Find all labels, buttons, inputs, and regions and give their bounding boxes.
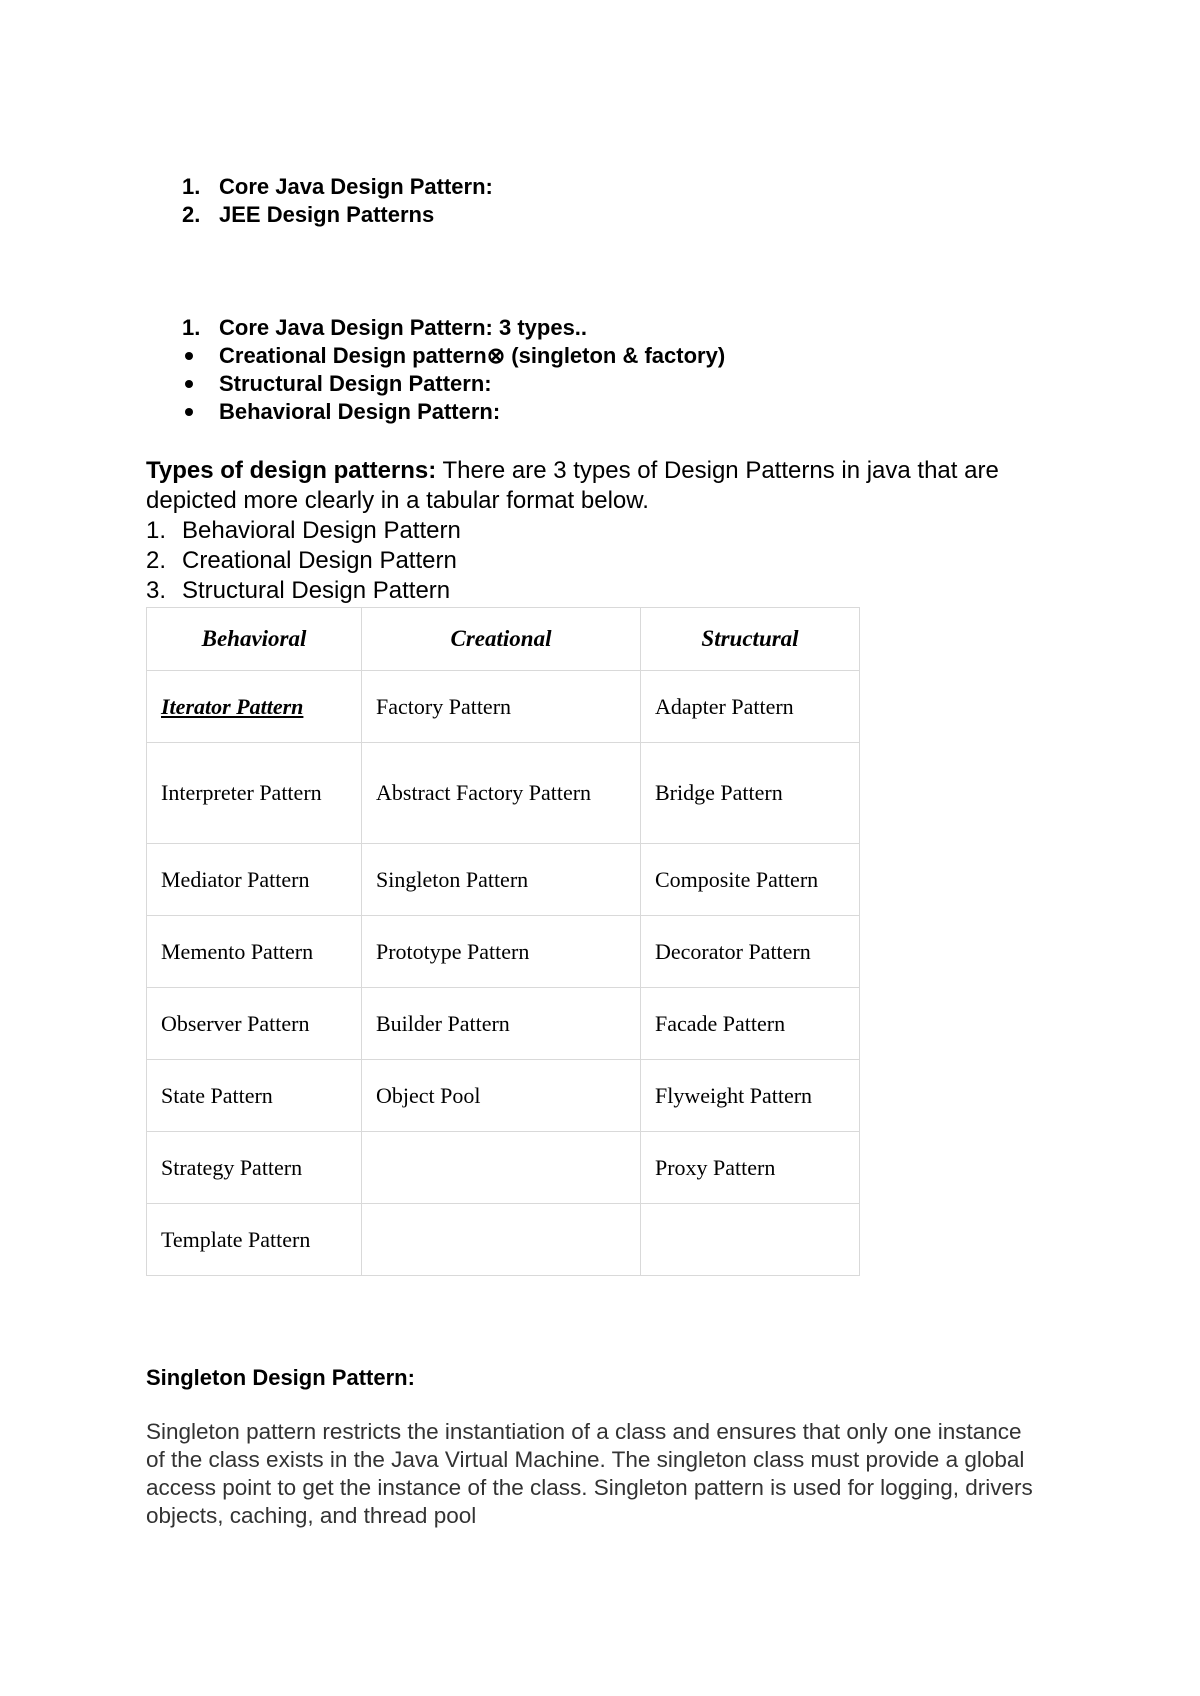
bullet-item: [182, 398, 725, 426]
list-heading: [182, 314, 725, 342]
table-row: [147, 844, 860, 916]
core-java-list: [182, 314, 725, 426]
table-cell: Decorator Pattern: [641, 916, 860, 988]
header-structural: Structural: [641, 608, 860, 671]
bullet-text: Structural Design Pattern:: [219, 371, 492, 396]
list-heading-text: Core Java Design Pattern: 3 types..: [219, 315, 588, 340]
table-cell: Abstract Factory Pattern: [362, 743, 641, 844]
top-numbered-list: [182, 173, 493, 229]
bullet-item: [182, 342, 725, 370]
list-item: [146, 546, 1076, 576]
table-cell: Composite Pattern: [641, 844, 860, 916]
table-cell: [362, 1204, 641, 1276]
list-item-text: Structural Design Pattern: [182, 577, 451, 604]
list-item-text: Core Java Design Pattern:: [219, 174, 493, 199]
list-number: 2.: [182, 202, 201, 227]
table-cell: Builder Pattern: [362, 988, 641, 1060]
list-number: 1.: [182, 315, 201, 340]
bullet-icon: [185, 352, 193, 360]
table-cell: Proxy Pattern: [641, 1132, 860, 1204]
bullet-icon: [185, 380, 193, 388]
table-cell: Mediator Pattern: [147, 844, 362, 916]
table-cell: Template Pattern: [147, 1204, 362, 1276]
list-number: 1.: [182, 174, 201, 199]
table-row: [147, 988, 860, 1060]
types-list: [146, 516, 1076, 606]
table-cell: State Pattern: [147, 1060, 362, 1132]
table-cell: [641, 1204, 860, 1276]
bullet-icon: [185, 408, 193, 416]
list-item: [146, 516, 1076, 546]
table-cell: Interpreter Pattern: [147, 743, 362, 844]
types-paragraph: [146, 456, 1076, 606]
table-row: [147, 916, 860, 988]
table-cell: Flyweight Pattern: [641, 1060, 860, 1132]
singleton-title: Singleton Design Pattern:: [146, 1365, 415, 1390]
table-cell: Memento Pattern: [147, 916, 362, 988]
table-row: [147, 743, 860, 844]
list-number: 2.: [146, 547, 167, 574]
bullet-text: Behavioral Design Pattern:: [219, 399, 501, 424]
list-item: [182, 173, 493, 201]
table-cell: [362, 1132, 641, 1204]
table-row: [147, 1204, 860, 1276]
types-text: There are 3 types of Design Patterns in java that are depicted more clearly in a tabular format below.: [146, 457, 999, 514]
singleton-body: Singleton pattern restricts the instantiation of a class and ensures that only one instance of the class exists in the Java Virtual Machine. The singleton class must provide a global access point to get the instance of the class. Singleton pattern is used for logging, drivers objects, caching, and thread pool: [146, 1419, 1033, 1528]
table-cell: Factory Pattern: [362, 671, 641, 743]
list-item-text: Creational Design Pattern: [182, 547, 457, 574]
types-intro: [146, 456, 1076, 516]
table-cell-link[interactable]: Iterator Pattern: [147, 671, 362, 743]
list-item-text: JEE Design Patterns: [219, 202, 435, 227]
types-lead: Types of design patterns:: [146, 457, 437, 484]
table-cell: Prototype Pattern: [362, 916, 641, 988]
list-number: 3.: [146, 577, 167, 604]
table-cell: Bridge Pattern: [641, 743, 860, 844]
table-cell: Adapter Pattern: [641, 671, 860, 743]
table-cell: Strategy Pattern: [147, 1132, 362, 1204]
bullet-text: Creational Design pattern⊗ (singleton & factory): [219, 343, 726, 368]
table-row: [147, 671, 860, 743]
table-cell: Singleton Pattern: [362, 844, 641, 916]
header-behavioral: Behavioral: [147, 608, 362, 671]
table-row: [147, 1132, 860, 1204]
table-cell: Object Pool: [362, 1060, 641, 1132]
list-item: [146, 576, 1076, 606]
table-cell: Observer Pattern: [147, 988, 362, 1060]
table-header-row: [147, 608, 860, 671]
bullet-item: [182, 370, 725, 398]
list-number: 1.: [146, 517, 167, 544]
table-cell: Facade Pattern: [641, 988, 860, 1060]
table-row: [147, 1060, 860, 1132]
patterns-table: [146, 607, 860, 1276]
list-item-text: Behavioral Design Pattern: [182, 517, 461, 544]
header-creational: Creational: [362, 608, 641, 671]
list-item: [182, 201, 493, 229]
